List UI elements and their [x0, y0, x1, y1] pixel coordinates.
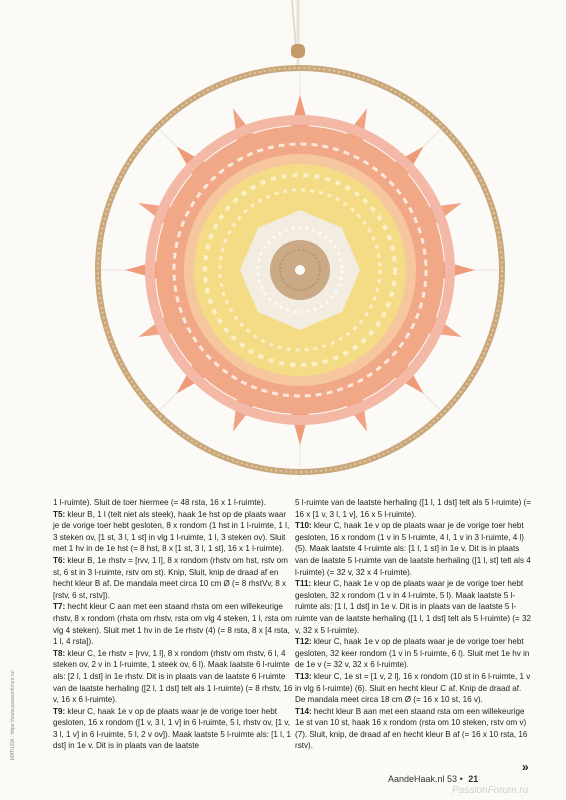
round-label: T8: — [53, 648, 66, 658]
round-text: kleur C, haak 1e v op de plaats waar je de vorige toer hebt gesloten, 32 x rondom (1 v in 4 l-ruimte, 5 l). Maak laatste 5 l-ruimte als: [1 l, 1 dst] in 1e v. Dit is in plaats van de laatste 5 l-ruimte van de laatste herhaling ([1 l, 1 dst] telt als 5 l-ruimte) (= 32 v, 32 x 5 l-ruimte). — [295, 579, 531, 635]
round-label: T12: — [295, 637, 312, 647]
instruction-paragraph — [295, 497, 531, 520]
round-text: 1 l-ruimte). Sluit de toer hiermee (= 48 rsta, 16 x 1 l-ruimte). — [53, 498, 266, 507]
instruction-paragraph — [53, 706, 293, 752]
continue-arrow-icon: » — [522, 760, 529, 774]
instruction-paragraph — [295, 578, 531, 636]
hanging-string-2 — [292, 0, 296, 48]
round-text: kleur C, 1e rhstv = [rvv, 1 l], 8 x rondom (rhstv om rhstv, 6 l, 4 steken ov, 2 v in 1 l-ruimte, 1 steek ov, 6 l). Maak laatste 6 l-ruimte als: [2 l, 1 dst] in 1e rhstv. Dit is in plaats van de laatste 6 l-ruimte van de laatste herhaling ([2 l, 1 dst] telt als 1 l-ruimte) (= 8 rhstv, 16 v, 16 x 6 l-ruimte). — [53, 648, 293, 705]
round-text: hecht kleur B aan met een staand rsta om een willekeurige 1e st van 10 st, haak 16 x rondom (rsta om 10 steken, rstv om v) (7). Sluit, knip, de draad af en hecht kleur B af (= 16 x 10 rsta, 16 rstv). — [295, 706, 528, 751]
round-label: T14: — [295, 706, 312, 716]
instruction-paragraph — [53, 601, 293, 647]
wooden-bead — [291, 44, 305, 58]
instruction-paragraph — [295, 520, 531, 578]
page-number: 21 — [468, 774, 479, 784]
instructions-right-column — [295, 497, 531, 752]
instruction-paragraph — [295, 706, 531, 752]
round-label: T7: — [53, 602, 66, 612]
instruction-paragraph — [53, 497, 293, 509]
instructions-left-column — [53, 497, 293, 752]
round-label: T9: — [53, 706, 66, 716]
round-label: T13: — [295, 671, 312, 681]
instruction-paragraph — [295, 636, 531, 671]
photo-credit-text: MATILDA · https://www.passionforum.ru/ — [10, 670, 16, 760]
instruction-paragraph — [53, 509, 293, 555]
round-text: kleur C, 1e st = [1 v, 2 l], 16 x rondom (10 st in 6 l-ruimte, 1 v in vlg 6 l-ruimte) (6). Sluit en hecht kleur C af. Knip de draad af. De mandala meet circa 18 cm Ø (= 16 x 10 st, 16 v). — [295, 671, 531, 705]
round-text: kleur C, haak 1e v op de plaats waar je de vorige toer hebt gesloten, 32 keer rondom (1 v in 5 l-ruimte, 6 l). Sluit met 1e hv in de 1e v (= 32 v, 32 x 6 l-ruimte). — [295, 637, 530, 670]
center-hole — [295, 265, 305, 275]
watermark: PassionForum.ru — [452, 785, 529, 796]
round-text: hecht kleur C aan met een staand rhsta om een willekeurige rhstv, 8 x rondom (rhsta om rhstv, rsta om vlg 4 steken, 1 l, rsta om vlg 4 steken). Sluit met 1 hv in de 1e rhstv (4) (= 8 rsta, 8 x [4 rsta, 1 l, 4 rsta]). — [53, 602, 292, 647]
instruction-paragraph — [53, 555, 293, 601]
round-text: kleur B, 1 l (telt niet als steek), haak 1e hst op de plaats waar je de vorige toer hebt gesloten, 8 x rondom (1 hst in 1 l-ruimte, 1 l, 3 steken ov, [1 st, 3 l, 1 st] in vlg 1 l-ruimte, 1 l, 3 steken ov). Sluit met 1 hv in de 1e hst (= 8 hst, 8 x [1 st, 3 l, 1 st], 16 x 1 l-ruimte). — [53, 509, 290, 554]
footer-bullet: • — [459, 774, 463, 784]
instruction-paragraph — [53, 648, 293, 706]
round-text: kleur B, 1e rhstv = [rvv, 1 l], 8 x rondom (rhstv om hst, rstv om st, 6 st in 3 l-ruimte, rstv om st). Knip, Sluit, knip de draad af en hecht kleur B af. De mandala meet circa 10 cm Ø (= 8 rhstVv, 8 x [rstv, 6 st, rstv]). — [53, 555, 288, 600]
page-footer — [388, 774, 478, 784]
round-label: T11: — [295, 579, 312, 589]
round-text: kleur C, haak 1e v op de plaats waar je de vorige toer hebt gesloten, 16 x rondom ([1 v, 3 l, 1 v] in 6 l-ruimte, 5 l, rhstv ov, [1 v, 3 l, 1 v] in 6 l-ruimte, 5 l, 2 v ov]). Maak laatste 5 l-ruimte als: [1 l, 1 dst] in 1e v. Dit is in plaats van de laatste — [53, 706, 291, 751]
instruction-paragraph — [295, 671, 531, 706]
round-text: kleur C, haak 1e v op de plaats waar je de vorige toer hebt gesloten, 16 x rondom (1 v in 5 l-ruimte, 4 l, 1 v in 3 l-ruimte, 4 l) (5). Maak laatste 4 l-ruimte als: [1 l, 1 st] in 1e v. Dit is in plaats van de laatste 5 l-ruimte van de laatste herhaling ([1 l, st] telt als 4 l-ruimte) (= 32 v, 32 x 4 l-ruimte). — [295, 521, 531, 577]
round-label: T6: — [53, 555, 66, 565]
round-label: T10: — [295, 521, 312, 531]
footer-site: AandeHaak.nl 53 — [388, 774, 458, 784]
round-label: T5: — [53, 509, 66, 519]
photo-credit — [10, 560, 18, 760]
round-text: 5 l-ruimte van de laatste herhaling ([1 l, 1 dst] telt als 5 l-ruimte) (= 16 x [1 v, 3 l, 1 v], 16 x 5 l-ruimte). — [295, 498, 531, 519]
